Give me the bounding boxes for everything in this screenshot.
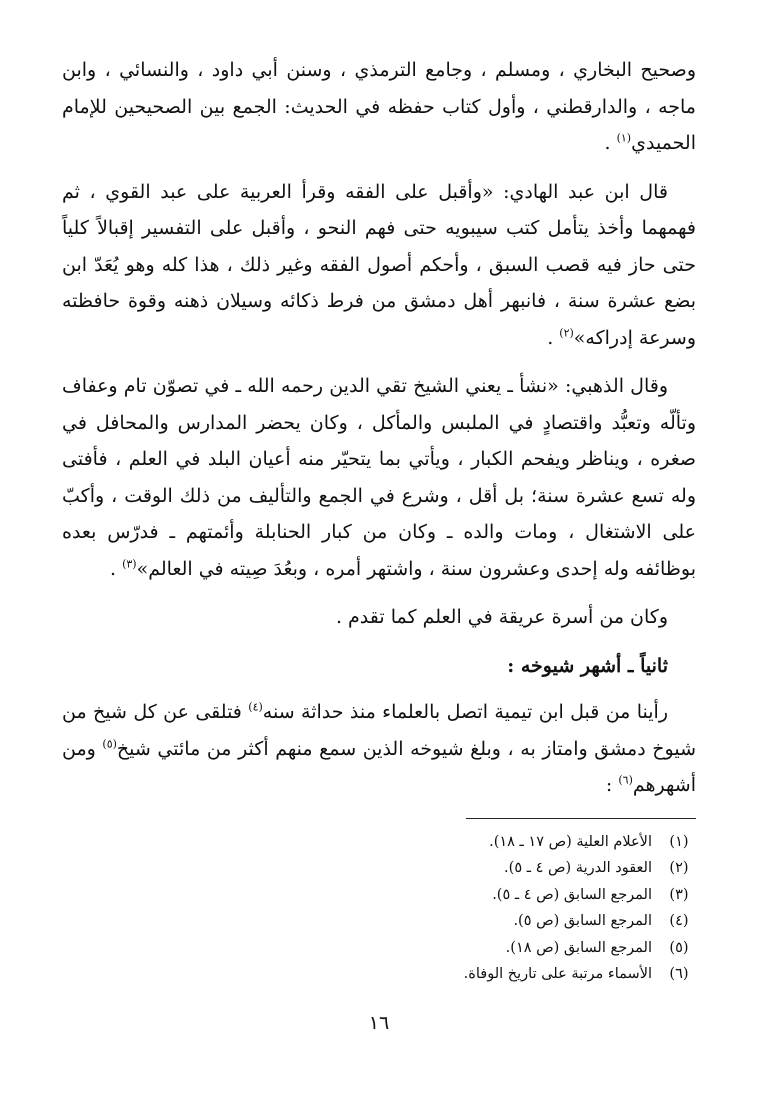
footnote-number: (٢) bbox=[669, 860, 689, 876]
paragraph-text: ومن أشهرهم bbox=[62, 737, 696, 796]
paragraph-tail: : bbox=[605, 774, 619, 796]
paragraph-text: رأينا من قبل ابن تيمية اتصل بالعلماء منذ حداثة سنه bbox=[262, 701, 668, 723]
footnote-number: (٥) bbox=[669, 939, 689, 956]
footnote-ref: (٦) bbox=[618, 773, 633, 787]
footnote-item bbox=[62, 882, 696, 909]
footnote-text: العقود الدرية (ص ٤ ـ ٥). bbox=[504, 860, 652, 876]
footnote-ref: (١) bbox=[616, 131, 632, 145]
paragraph-opening bbox=[62, 52, 696, 162]
footnote-item bbox=[62, 961, 696, 988]
paragraph-dhahabi-quote bbox=[62, 368, 696, 587]
paragraph-tail: . bbox=[109, 557, 123, 580]
footnote-item bbox=[62, 829, 696, 856]
footnote-item bbox=[62, 935, 696, 962]
footnote-text: الأسماء مرتبة على تاريخ الوفاة. bbox=[463, 966, 652, 982]
paragraph-text: قال ابن عبد الهادي: «وأقبل على الفقه وقرأ العربية على عبد القوي ، ثم فهمهما وأخذ يتأمل كتب سيبويه حتى فهم النحو ، وأقبل على التفسير إقبالاً كلياً حتى حاز فيه قصب السبق ، وأحكم أصول الفقه وغير ذلك ، هذا كله وهو يُعَدّ ابن بضع عشرة سنة ، فانبهر أهل دمشق من فرط ذكائه وسيلان ذهنه وقوة حافظته وسرعة إدراكه» bbox=[62, 180, 696, 349]
paragraph-tail: . bbox=[604, 132, 617, 154]
paragraph-sheikhs bbox=[62, 694, 696, 804]
footnote-text: المرجع السابق (ص ١٨). bbox=[505, 939, 652, 956]
footnotes-list bbox=[62, 829, 696, 988]
footnote-text: المرجع السابق (ص ٤ ـ ٥). bbox=[492, 886, 652, 903]
footnote-item bbox=[62, 908, 696, 935]
footnote-number: (٦) bbox=[669, 966, 689, 982]
footnote-ref: (٢) bbox=[559, 326, 574, 340]
paragraph-tail: . bbox=[547, 326, 560, 349]
footnote-divider bbox=[466, 818, 696, 819]
paragraph-text: وكان من أسرة عريقة في العلم كما تقدم . bbox=[335, 606, 668, 628]
footnote-ref: (٣) bbox=[122, 557, 137, 571]
footnote-ref: (٤) bbox=[248, 700, 263, 714]
paragraph-text: وصحيح البخاري ، ومسلم ، وجامع الترمذي ، وسنن أبي داود ، والنسائي ، وابن ماجه ، والدارقطني ، وأول كتاب حفظه في الحديث: الجمع بين الصحيحين للإمام الحميدي bbox=[62, 59, 696, 154]
paragraph-text: وقال الذهبي: «نشأ ـ يعني الشيخ تقي الدين رحمه الله ـ في تصوّن تام وعفاف وتألّه وتعبُّد واقتصادٍ في الملبس والمأكل ، وكان يحضر المدارس والمحافل في صغره ، ويناظر ويفحم الكبار ، ويأتي بما يتحيّر منه أعيان البلد في العلم ، فأفتى وله تسع عشرة سنة؛ بل أقل ، وشرع في الجمع والتأليف من ذلك الوقت ، وأكبّ على الاشتغال ، ومات والده ـ وكان من كبار الحنابلة وأئمتهم ـ فدرّس بعده بوظائفه وله إحدى وعشرون سنة ، واشتهر أمره ، وبعُدَ صِيته في العالم» bbox=[62, 375, 696, 580]
footnote-text: المرجع السابق (ص ٥). bbox=[513, 913, 652, 929]
footnote-item bbox=[62, 855, 696, 882]
footnote-number: (٤) bbox=[669, 913, 689, 929]
heading-text: ثانياً ـ أشهر شيوخه : bbox=[507, 654, 668, 677]
paragraph-family bbox=[62, 599, 696, 636]
footnote-text: الأعلام العلية (ص ١٧ ـ ١٨). bbox=[489, 833, 652, 850]
paragraph-ibn-abd-alhadi-quote bbox=[62, 174, 696, 357]
paragraph-text: فتلقى عن كل شيخ من شيوخ دمشق وامتاز به ، وبلغ شيوخه الذين سمع منهم أكثر من مائتي شيخ bbox=[62, 701, 696, 760]
footnote-ref: (٥) bbox=[102, 737, 117, 751]
footnote-number: (١) bbox=[669, 833, 689, 850]
footnote-number: (٣) bbox=[669, 886, 689, 903]
section-heading bbox=[62, 648, 696, 685]
page-number: ١٦ bbox=[368, 1012, 390, 1034]
